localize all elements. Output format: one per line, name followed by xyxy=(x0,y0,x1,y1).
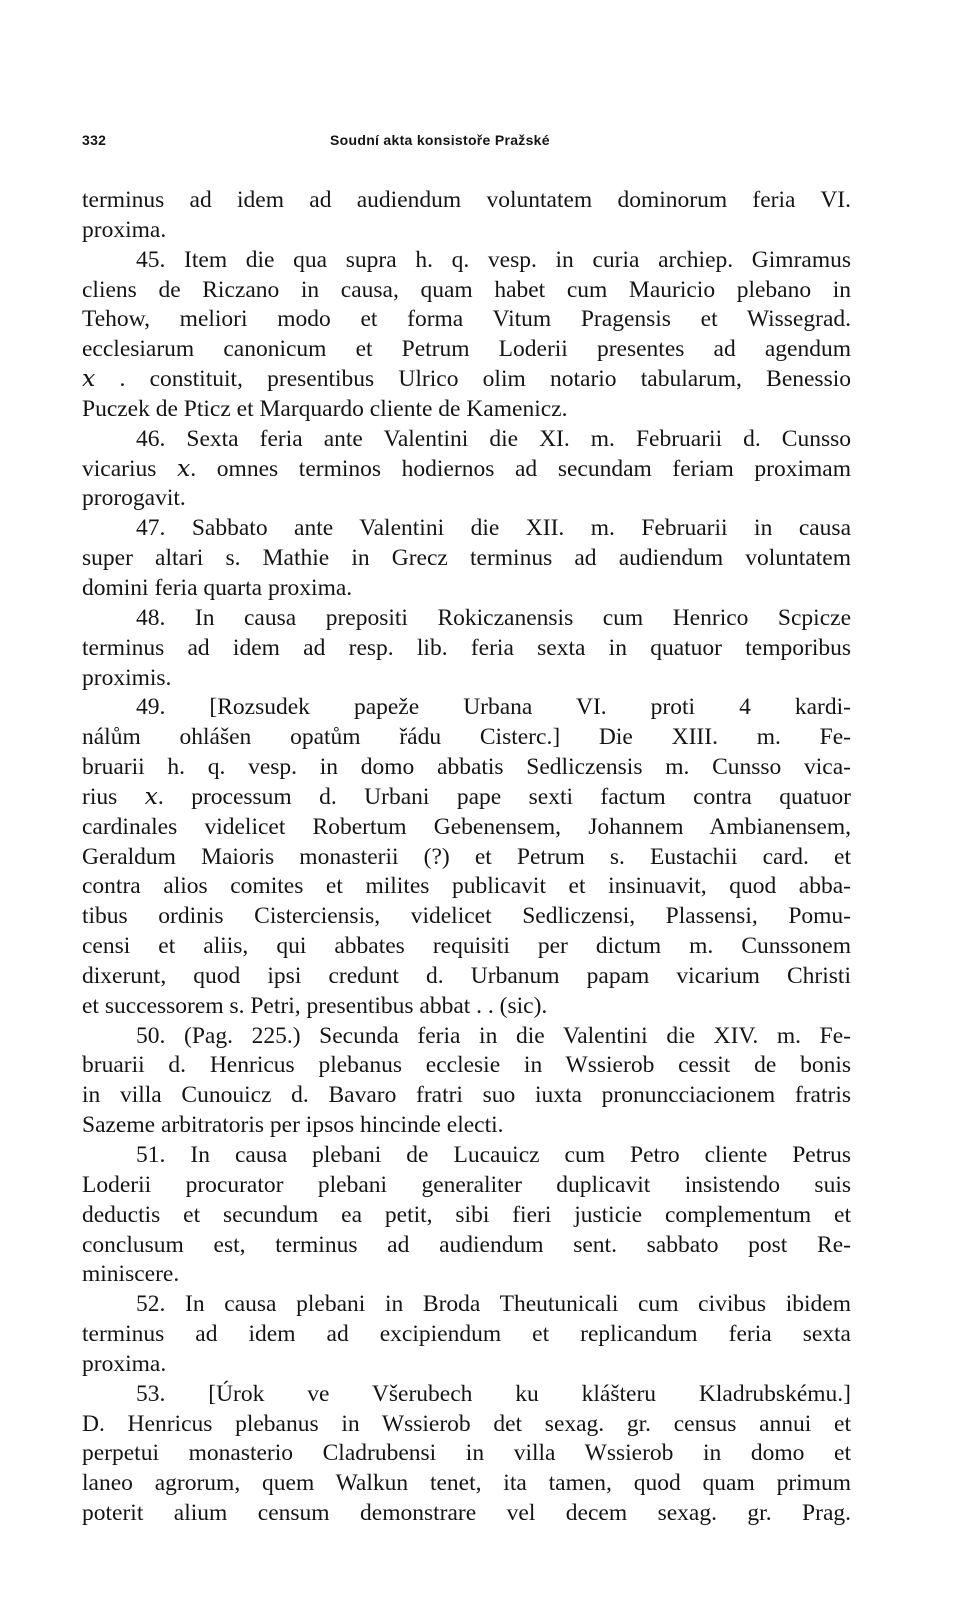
text-line: 48. In causa prepositi Rokiczanensis cum Henrico Scpicze xyxy=(136,604,851,631)
text-line: Sazeme arbitratoris per ipsos hincinde electi. xyxy=(82,1112,504,1139)
text-line: 50. (Pag. 225.) Secunda feria in die Valentini die XIV. m. Fe- xyxy=(136,1022,851,1049)
text-line: ecclesiarum canonicum et Petrum Loderii presentes ad agendum xyxy=(82,336,851,363)
text-line: 46. Sexta feria ante Valentini die XI. m. Februarii d. Cunsso xyxy=(136,425,851,452)
text-line: prorogavit. xyxy=(82,485,186,512)
text-line: cliens de Riczano in causa, quam habet cum Mauricio plebano in xyxy=(82,276,851,303)
text-line: 𝑥 . constituit, presentibus Ulrico olim notario tabularum, Benessio xyxy=(82,366,851,393)
text-line: deductis et secundum ea petit, sibi fieri justicie complementum et xyxy=(82,1201,851,1228)
text-line: terminus ad idem ad excipiendum et replicandum feria sexta xyxy=(82,1321,851,1348)
text-line: super altari s. Mathie in Grecz terminus ad audiendum voluntatem xyxy=(82,545,851,572)
text-line: terminus ad idem ad audiendum voluntatem dominorum feria VI. xyxy=(82,187,851,213)
text-line: 51. In causa plebani de Lucauicz cum Petro cliente Petrus xyxy=(136,1142,851,1168)
text-line: et successorem s. Petri, presentibus abbat . . (sic). xyxy=(82,992,548,1019)
text-line: Puczek de Pticz et Marquardo cliente de Kamenicz. xyxy=(82,395,568,422)
text-line: proxima. xyxy=(82,216,167,243)
text-line: conclusum est, terminus ad audiendum sent. sabbato post Re- xyxy=(82,1231,851,1258)
text-line: bruarii d. Henricus plebanus ecclesie in Wssierob cessit de bonis xyxy=(82,1052,851,1079)
text-line: Tehow, meliori modo et forma Vitum Pragensis et Wissegrad. xyxy=(82,306,851,333)
text-line: miniscere. xyxy=(82,1261,180,1288)
text-line: dixerunt, quod ipsi credunt d. Urbanum papam vicarium Christi xyxy=(82,962,851,989)
text-line: tibus ordinis Cisterciensis, videlicet Sedliczensi, Plassensi, Pomu- xyxy=(82,903,851,930)
text-line: Geraldum Maioris monasterii (?) et Petrum s. Eustachii card. et xyxy=(82,843,851,870)
text-line: in villa Cunouicz d. Bavaro fratri suo iuxta pronuncciacionem fratris xyxy=(82,1082,851,1109)
text-line: contra alios comites et milites publicavit et insinuavit, quod abba- xyxy=(82,873,851,900)
text-line: 47. Sabbato ante Valentini die XII. m. Februarii in causa xyxy=(136,515,851,542)
text-line: Loderii procurator plebani generaliter duplicavit insistendo suis xyxy=(82,1171,851,1198)
text-line: 52. In causa plebani in Broda Theutunicali cum civibus ibidem xyxy=(136,1291,851,1318)
running-header xyxy=(82,132,847,156)
text-line: bruarii h. q. vesp. in domo abbatis Sedliczensis m. Cunsso vica- xyxy=(82,754,851,781)
text-line: vicarius 𝑥. omnes terminos hodiernos ad secundam feriam proximam xyxy=(82,455,851,482)
text-line: 49. [Rozsudek papeže Urbana VI. proti 4 kardi- xyxy=(136,694,851,721)
running-title: Soudní akta konsistoře Pražské xyxy=(330,132,550,148)
text-line: poterit alium censum demonstrare vel decem sexag. gr. Prag. xyxy=(82,1500,851,1527)
text-line: 53. [Úrok ve Všerubech ku klášteru Kladrubskému.] xyxy=(136,1380,851,1407)
text-line: terminus ad idem ad resp. lib. feria sexta in quatuor temporibus xyxy=(82,634,851,661)
text-line: censi et aliis, qui abbates requisiti per dictum m. Cunssonem xyxy=(82,933,851,960)
text-line: proximis. xyxy=(82,664,172,691)
text-line: rius 𝑥. processum d. Urbani pape sexti factum contra quatuor xyxy=(82,783,851,810)
body-text xyxy=(82,186,851,1529)
text-line: perpetui monasterio Cladrubensi in villa Wssierob in domo et xyxy=(82,1440,851,1467)
text-line: D. Henricus plebanus in Wssierob det sexag. gr. census annui et xyxy=(82,1410,851,1437)
text-line: nálům ohlášen opatům řádu Cisterc.] Die XIII. m. Fe- xyxy=(82,724,851,751)
text-line: domini feria quarta proxima. xyxy=(82,574,353,601)
text-line: laneo agrorum, quem Walkun tenet, ita tamen, quod quam primum xyxy=(82,1470,851,1497)
text-line: proxima. xyxy=(82,1350,167,1377)
text-line: cardinales videlicet Robertum Gebenensem, Johannem Ambianensem, xyxy=(82,813,851,840)
page-number: 332 xyxy=(82,132,107,148)
text-line: 45. Item die qua supra h. q. vesp. in curia archiep. Gimramus xyxy=(136,246,851,273)
